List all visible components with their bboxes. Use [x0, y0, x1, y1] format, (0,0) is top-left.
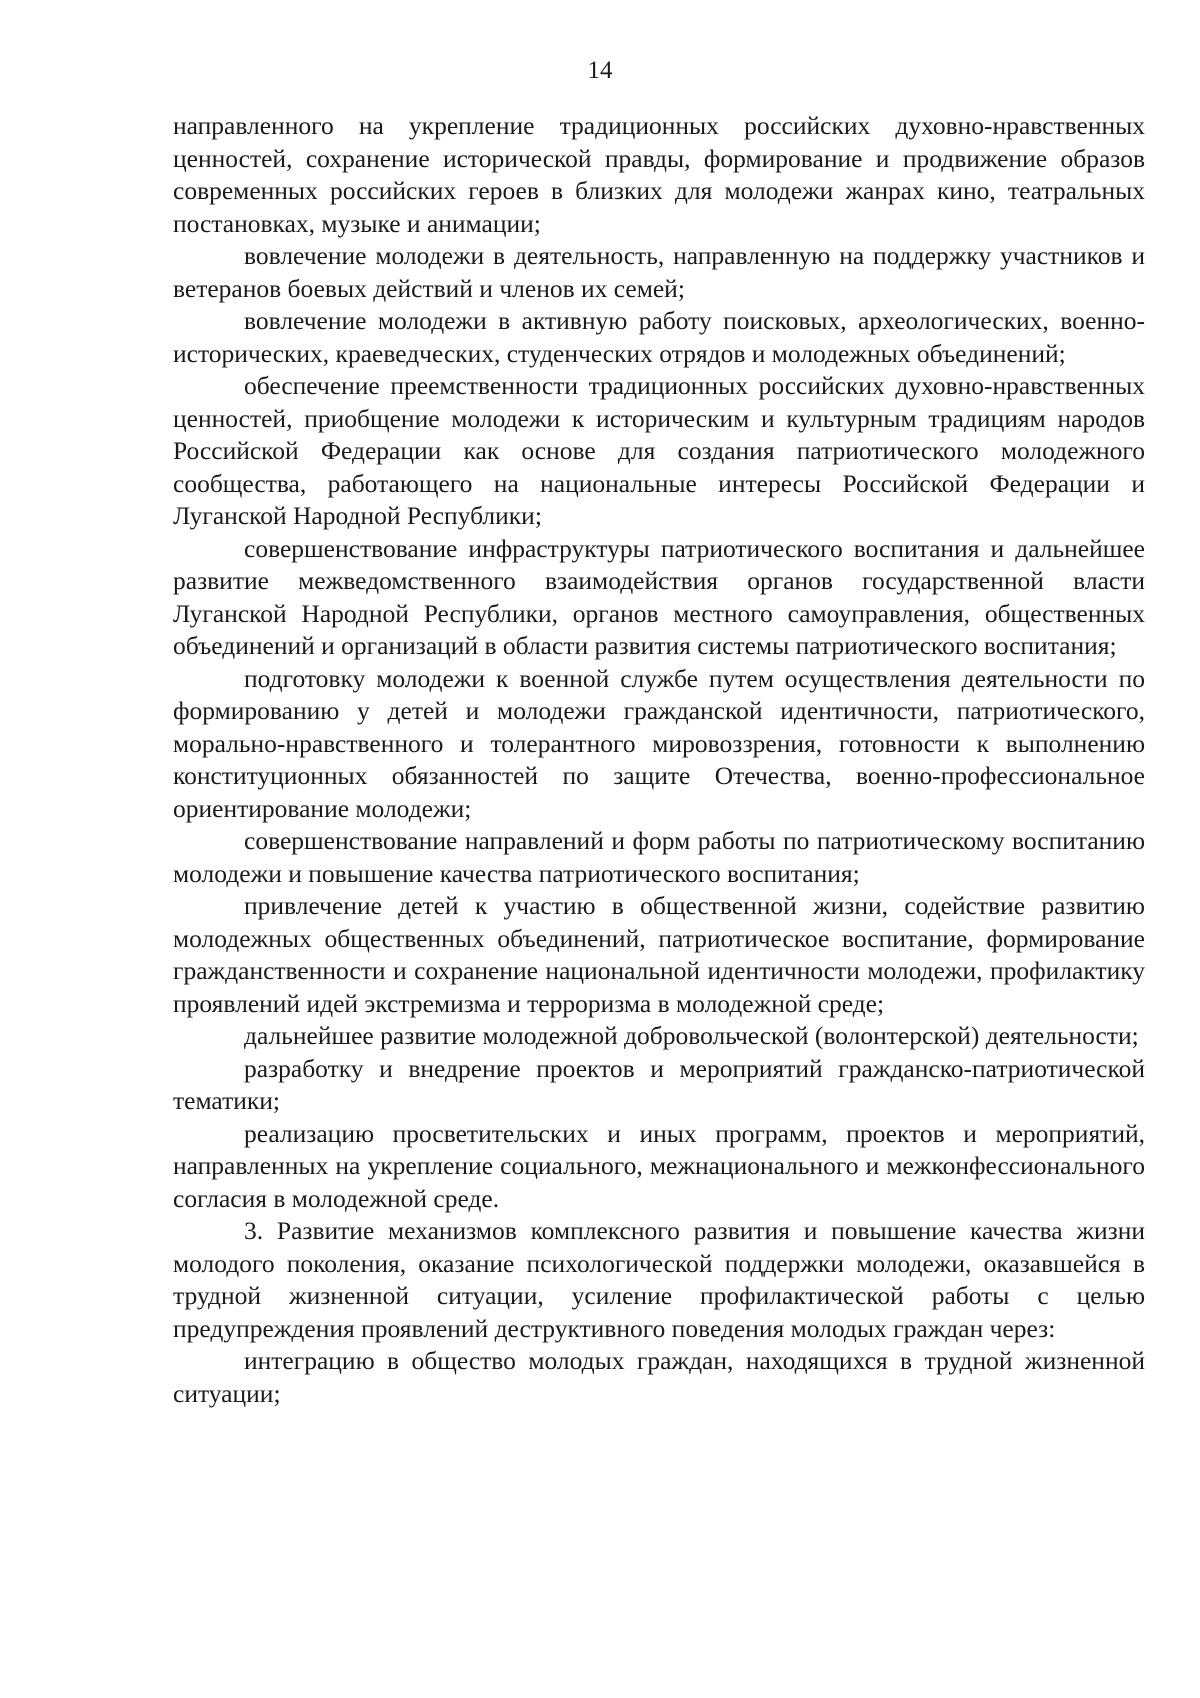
paragraph: реализацию просветительских и иных программ, проектов и мероприятий, направленных на укрепление социального, межнационального и межконфессионального согласия в молодежной среде. [173, 1118, 1145, 1213]
paragraph: обеспечение преемственности традиционных российских духовно-нравственных ценностей, приобщение молодежи к историческим и культурным традициям народов Российской Федерации как основе для создания патриотического молодежного сообщества, работающего на национальные интересы Российской Федерации и Луганской Народной Республики; [173, 371, 1145, 530]
document-body [173, 110, 1145, 1410]
paragraph: вовлечение молодежи в активную работу поисковых, археологических, военно-исторических, краеведческих, студенческих отрядов и молодежных объединений; [173, 306, 1145, 368]
paragraph: интеграцию в общество молодых граждан, находящихся в трудной жизненной ситуации; [173, 1346, 1145, 1408]
section-paragraph: 3. Развитие механизмов комплексного развития и повышение качества жизни молодого поколения, оказание психологической поддержки молодежи, оказавшейся в трудной жизненной ситуации, усиление профилактической работы с целью предупреждения проявлений деструктивного поведения молодых граждан через: [173, 1216, 1145, 1343]
paragraph: дальнейшее развитие молодежной добровольческой (волонтерской) деятельности; [244, 1021, 1139, 1050]
paragraph: разработку и внедрение проектов и мероприятий гражданско-патриотической тематики; [173, 1053, 1145, 1115]
paragraph: подготовку молодежи к военной службе путем осуществления деятельности по формированию у детей и молодежи гражданской идентичности, патриотического, морально-нравственного и толерантного мировоззрения, готовности к выполнению конституционных обязанностей по защите Отечества, военно-профессиональное ориентирование молодежи; [173, 663, 1145, 823]
paragraph: привлечение детей к участию в общественной жизни, содействие развитию молодежных общественных объединений, патриотическое воспитание, формирование гражданственности и сохранение национальной идентичности молодежи, профилактику проявлений идей экстремизма и терроризма в молодежной среде; [173, 891, 1145, 1018]
paragraph: совершенствование направлений и форм работы по патриотическому воспитанию молодежи и повышение качества патриотического воспитания; [173, 826, 1145, 888]
paragraph: вовлечение молодежи в деятельность, направленную на поддержку участников и ветеранов боевых действий и членов их семей; [173, 241, 1145, 303]
page-number: 14 [587, 57, 613, 84]
paragraph: совершенствование инфраструктуры патриотического воспитания и дальнейшее развитие межведомственного взаимодействия органов государственной власти Луганской Народной Республики, органов местного самоуправления, общественных объединений и организаций в области развития системы патриотического воспитания; [173, 533, 1145, 660]
paragraph: направленного на укрепление традиционных российских духовно-нравственных ценностей, сохранение исторической правды, формирование и продвижение образов современных российских героев в близких для молодежи жанрах кино, театральных постановках, музыке и анимации; [173, 111, 1145, 238]
